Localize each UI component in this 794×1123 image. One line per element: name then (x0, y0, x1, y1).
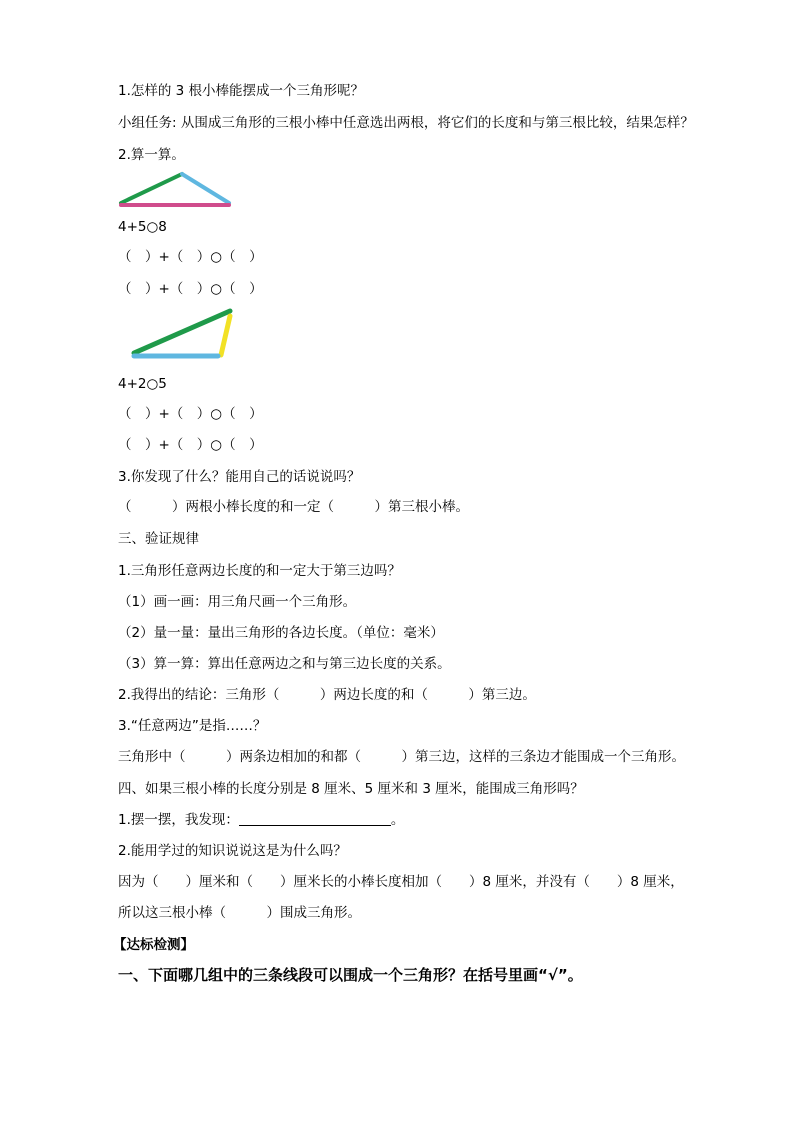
verify-step-2: （2）量一量：量出三角形的各边长度。（单位：毫米） (118, 625, 444, 641)
s4-discover-end: 。 (390, 812, 405, 828)
q3: 3.你发现了什么？能用自己的话说说吗？ (118, 469, 361, 485)
verify-q1: 1.三角形任意两边长度的和一定大于第三边吗？ (118, 563, 401, 579)
check-title: 【达标检测】 (113, 937, 194, 953)
group-task: 小组任务: 从围成三角形的三根小棒中任意选出两根，将它们的长度和与第三根比较，结果怎样？ (118, 115, 694, 131)
triangle-figure-2 (128, 308, 240, 362)
fill-row-b2: （ ）+（ ）○（ ） (118, 437, 263, 453)
fill-row-a1: （ ）+（ ）○（ ） (118, 249, 263, 265)
check-question-1: 一、下面哪几组中的三条线段可以围成一个三角形？在括号里画“√”。 (118, 966, 583, 984)
triangle-figure-1 (118, 170, 238, 212)
fill-row-a2: （ ）+（ ）○（ ） (118, 281, 263, 297)
s4-discover (118, 811, 404, 829)
s4-because: 因为（ ）厘米和（ ）厘米长的小棒长度相加（ ）8 厘米，并没有（ ）8 厘米， (118, 874, 684, 890)
equation-1: 4+5○8 (118, 219, 167, 235)
s4-why: 2.能用学过的知识说说这是为什么吗？ (118, 843, 347, 859)
s4-discover-label: 1.摆一摆，我发现： (118, 812, 239, 828)
fill-row-b1: （ ）+（ ）○（ ） (118, 406, 263, 422)
any-two-sides-fill: 三角形中（ ）两条边相加的和都（ ）第三边，这样的三条边才能围成一个三角形。 (118, 749, 685, 765)
q3-fill: （ ）两根小棒长度的和一定（ ）第三根小棒。 (118, 499, 469, 515)
calc-title: 2.算一算。 (118, 147, 185, 163)
section-3-title: 三、验证规律 (118, 531, 199, 547)
conclusion: 2.我得出的结论：三角形（ ）两边长度的和（ ）第三边。 (118, 687, 536, 703)
verify-step-1: （1）画一画：用三角尺画一个三角形。 (118, 594, 357, 610)
verify-step-3: （3）算一算：算出任意两边之和与第三边长度的关系。 (118, 656, 451, 672)
q1: 1.怎样的 3 根小棒能摆成一个三角形呢？ (118, 83, 365, 99)
any-two-sides: 3.“任意两边”是指……？ (118, 718, 267, 734)
discover-blank (239, 811, 391, 826)
equation-2: 4+2○5 (118, 376, 167, 392)
s4-so: 所以这三根小棒（ ）围成三角形。 (118, 905, 361, 921)
section-4-title: 四、如果三根小棒的长度分别是 8 厘米、5 厘米和 3 厘米，能围成三角形吗？ (118, 781, 584, 797)
